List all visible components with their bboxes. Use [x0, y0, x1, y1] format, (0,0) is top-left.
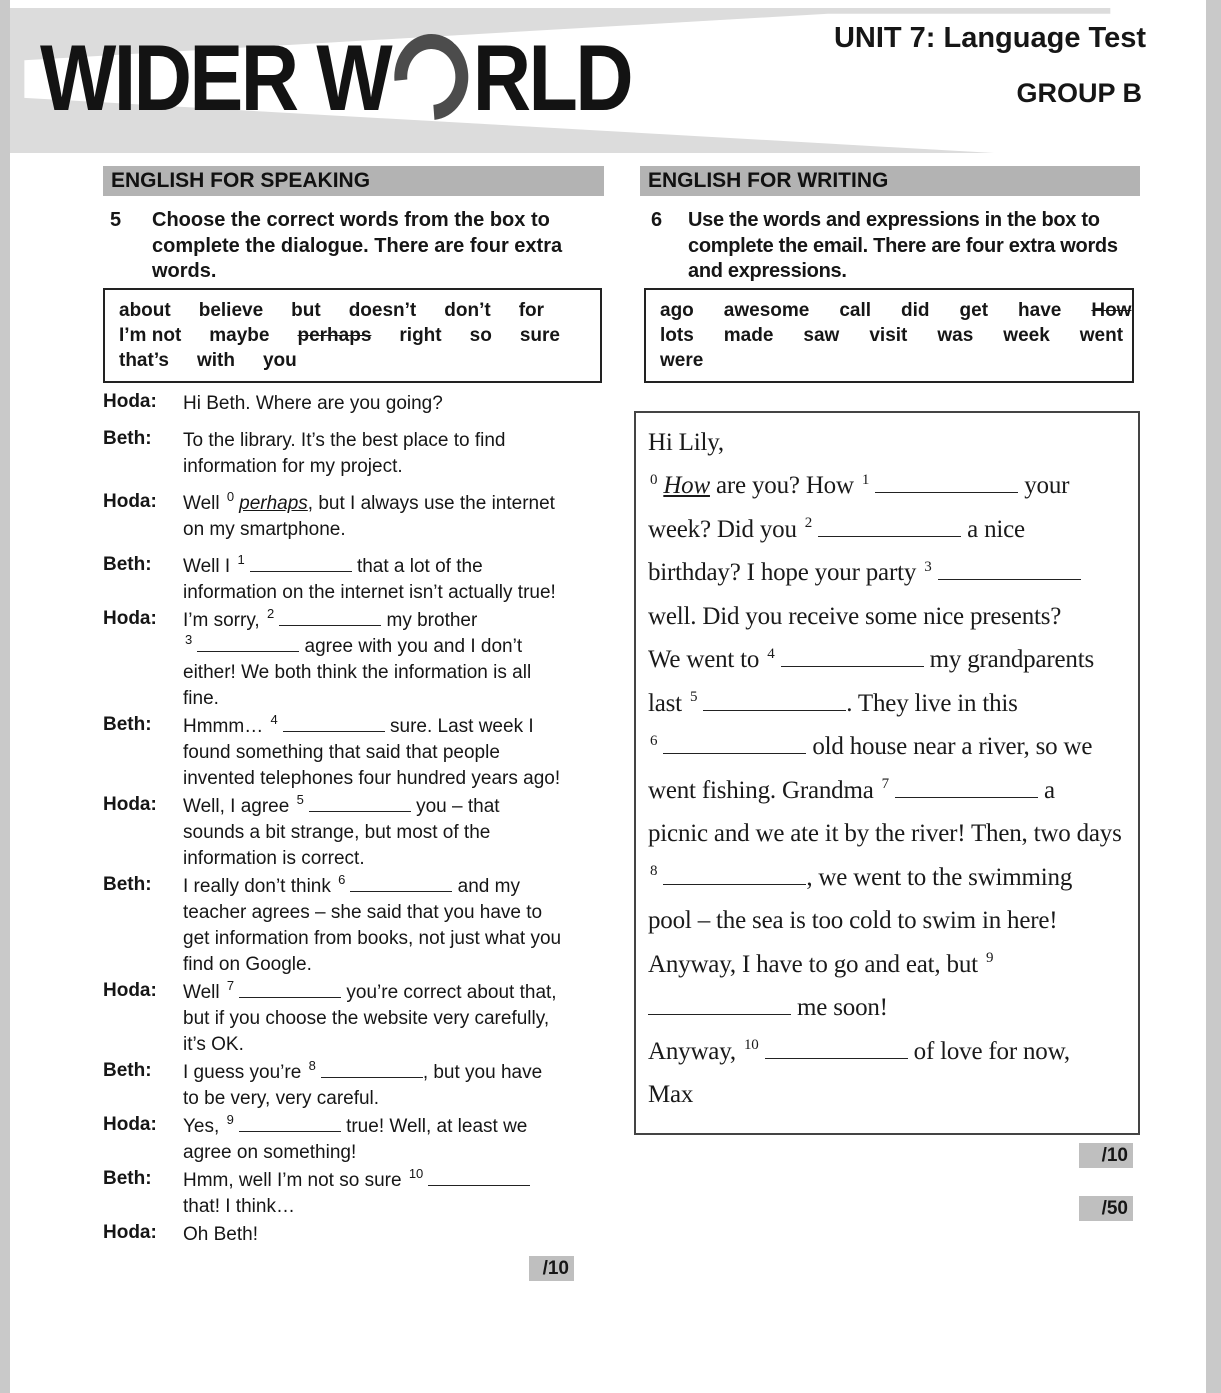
email-line: went fishing. Grandma $^7$ a [648, 776, 1055, 804]
dialogue-row [103, 1060, 604, 1112]
gap-number: 4 [767, 645, 775, 662]
gap-number: 6 [338, 872, 346, 888]
email-line: $^8$ , we went to the swimming [650, 863, 1073, 891]
word-box-line [119, 348, 586, 373]
gap-number: 7 [881, 776, 889, 793]
utterance [183, 980, 604, 1058]
group-label: GROUP B [1016, 78, 1142, 108]
email-line: well. Did you receive some nice presents? [648, 602, 1062, 630]
utterance-line: Oh Beth! [183, 1223, 258, 1245]
email-line: last $^5$ . They live in this [648, 689, 1018, 717]
word-box-line [119, 323, 586, 348]
total-score-row [634, 1196, 1140, 1221]
email-line: Anyway, $^{10}$ of love for now, [648, 1037, 1070, 1065]
utterance [183, 1114, 604, 1166]
email-line: We went to $^4$ my grandparents [648, 645, 1094, 673]
speaker-label: Hoda: [103, 390, 157, 412]
utterance-line: that! I think… [183, 1195, 295, 1217]
email-line: birthday? I hope your party $^3$ [648, 551, 1126, 595]
speaker-label: Beth: [103, 713, 152, 735]
gap-number: 10 [408, 1166, 424, 1182]
gap-number: 6 [650, 732, 658, 749]
utterance-line: To the library. It’s the best place to find [183, 429, 506, 451]
gap-number: 8 [308, 1058, 316, 1074]
email-line: Max [648, 1081, 694, 1108]
email-line: picnic and we ate it by the river! Then, two days [648, 820, 1122, 847]
logo-o-icon [379, 16, 483, 137]
answer-blank[interactable] [663, 862, 806, 884]
speaker-label: Beth: [103, 553, 152, 575]
word-option: maybe [209, 324, 270, 346]
gap-number: 10 [743, 1037, 759, 1054]
utterance-line: Hi Beth. Where are you going? [183, 392, 443, 414]
word-option: lots [660, 324, 694, 346]
speaking-score-row [103, 1256, 604, 1281]
utterance-line: I really don’t think $^6$ and my [183, 872, 520, 897]
word-option: were [660, 349, 704, 371]
utterance-line: $^3$ agree with you and I don’t [185, 632, 523, 657]
answer-blank[interactable] [648, 993, 791, 1015]
utterance [183, 794, 604, 872]
gap-number: 7 [226, 978, 235, 994]
gap-number: 5 [689, 689, 698, 706]
word-box-line [119, 298, 586, 323]
email-line: pool – the sea is too cold to swim in here! [648, 907, 1058, 934]
email-line: Anyway, I have to go and eat, but $^9$ [648, 950, 994, 978]
speaker-label: Hoda: [103, 1113, 157, 1135]
total-score-box: /50 [1079, 1196, 1133, 1221]
unit-title: UNIT 7: Language Test [833, 22, 1146, 54]
answer-blank[interactable] [250, 554, 352, 571]
dialogue [103, 391, 604, 1248]
answer-blank[interactable] [703, 688, 846, 710]
speaker-label: Hoda: [103, 979, 157, 1001]
dialogue-row [103, 874, 604, 978]
utterance-line: it’s OK. [183, 1033, 244, 1055]
answer-blank[interactable] [875, 471, 1018, 493]
instruction-text: Choose the correct words from the box to complete the dialogue. There are four extra words. [152, 209, 563, 282]
answer-blank[interactable] [350, 874, 452, 891]
answer-blank[interactable] [309, 794, 411, 811]
word-option: saw [803, 324, 840, 346]
utterance-line: sounds a bit strange, but most of the [183, 821, 491, 843]
utterance-line: I’m sorry, $^2$ my brother [183, 606, 478, 631]
word-option: sure [519, 324, 560, 346]
gap-number: 2 [266, 606, 275, 622]
instruction-text: Use the words and expressions in the box to complete the email. There are four extra words and expressions. [688, 209, 1118, 282]
utterance [183, 428, 604, 480]
speaking-instruction [103, 208, 604, 285]
speaker-label: Beth: [103, 1059, 152, 1081]
exercise-number: 5 [110, 209, 122, 231]
word-option: so [469, 324, 492, 346]
utterance-line: either! We both think the information is all [183, 661, 532, 683]
word-option: I’m not [119, 324, 182, 346]
word-option: went [1079, 324, 1124, 346]
word-option: for [518, 299, 545, 321]
speaker-label: Beth: [103, 1167, 152, 1189]
answer-blank[interactable] [781, 645, 924, 667]
speaking-score-box: /10 [529, 1256, 574, 1281]
email-line: me soon! [648, 986, 1126, 1030]
word-option: week [1003, 324, 1050, 346]
dialogue-row [103, 1168, 604, 1220]
utterance [183, 391, 604, 417]
speaker-label: Hoda: [103, 793, 157, 815]
utterance-line: on my smartphone. [183, 518, 346, 540]
gap-number: 4 [270, 712, 278, 728]
utterance [183, 491, 604, 543]
speaking-section-bar [103, 166, 604, 196]
word-option: about [119, 299, 171, 321]
utterance-line: invented telephones four hundred years ago! [183, 767, 561, 789]
gap-number: 1 [237, 552, 245, 568]
utterance [183, 554, 604, 606]
word-option: have [1018, 299, 1062, 321]
utterance-line: Hmm, well I’m not so sure $^{10}$ [183, 1168, 604, 1194]
gap-number: 9 [985, 950, 994, 967]
answer-blank[interactable] [321, 1060, 423, 1077]
word-option: call [839, 299, 872, 321]
gap-number: 3 [185, 632, 193, 648]
word-option: was [937, 324, 974, 346]
answer-blank[interactable] [239, 1114, 341, 1131]
answer-blank[interactable] [938, 558, 1081, 580]
writing-section-title: ENGLISH FOR WRITING [648, 169, 889, 192]
speaker-label: Beth: [103, 427, 152, 449]
gap-number: 1 [861, 471, 870, 488]
dialogue-row [103, 491, 604, 543]
utterance-line: information is correct. [183, 847, 365, 869]
word-box-line [660, 348, 1118, 373]
logo-text-pre: WIDER W [40, 25, 391, 130]
word-option: get [959, 299, 989, 321]
gap-number: 3 [924, 558, 932, 575]
utterance-line: I guess you’re $^8$ , but you have [183, 1058, 543, 1083]
utterance [183, 1060, 604, 1112]
speaker-label: Hoda: [103, 1221, 157, 1243]
speaker-label: Hoda: [103, 490, 157, 512]
email-box [634, 411, 1140, 1135]
logo-text-post: RLD [472, 25, 632, 130]
utterance-line: information on the internet isn’t actually true! [183, 581, 556, 603]
word-option: did [901, 299, 930, 321]
writing-word-box [644, 288, 1134, 383]
answer-blank[interactable] [197, 634, 299, 651]
utterance-line: Well $^0$ perhaps, but I always use the internet [183, 489, 555, 514]
dialogue-row [103, 391, 604, 417]
email-line: week? Did you $^2$ a nice [648, 515, 1025, 543]
gap-number: 2 [804, 515, 813, 532]
utterance [183, 874, 604, 978]
writing-score-box: /10 [1079, 1143, 1133, 1168]
page-edge-right [1206, 0, 1221, 1393]
answer-blank[interactable] [279, 608, 381, 625]
dialogue-row [103, 608, 604, 712]
word-option: made [723, 324, 774, 346]
gap-number: 0 [226, 489, 235, 505]
utterance [183, 1222, 604, 1248]
email-line: Hi Lily, [648, 428, 724, 456]
email-line: $^6$ old house near a river, so we [650, 732, 1093, 760]
answer-blank[interactable] [283, 714, 385, 731]
utterance-line: teacher agrees – she said that you have to [183, 901, 543, 923]
dialogue-row [103, 980, 604, 1058]
utterance-line: Hmmm… $^4$ sure. Last week I [183, 712, 534, 737]
utterance [183, 714, 604, 792]
answer-blank[interactable] [895, 775, 1038, 797]
dialogue-row [103, 794, 604, 872]
word-box-line [660, 298, 1132, 323]
speaking-section [103, 166, 604, 1281]
utterance-line: found something that said that people [183, 741, 500, 763]
utterance [183, 608, 604, 712]
page-edge-left [0, 0, 10, 1393]
speaker-label: Beth: [103, 873, 152, 895]
dialogue-row [103, 554, 604, 606]
utterance-line: Well, I agree $^5$ you – that [183, 792, 500, 817]
dialogue-row [103, 1222, 604, 1248]
answer-blank[interactable] [663, 732, 806, 754]
utterance-line: Well I $^1$ that a lot of the [183, 552, 483, 577]
utterance-line: Well $^7$ you’re correct about that, [183, 978, 557, 1003]
word-option-used: perhaps [297, 324, 372, 346]
utterance-line: fine. [183, 687, 219, 709]
word-option: but [291, 299, 321, 321]
example-answer: How [663, 472, 710, 499]
exercise-number: 6 [651, 209, 663, 231]
answer-blank[interactable] [239, 980, 341, 997]
example-answer: perhaps [239, 492, 308, 514]
header-band [10, 8, 1206, 153]
word-option: with [196, 349, 235, 371]
word-option: ago [660, 299, 694, 321]
utterance-line: to be very, very careful. [183, 1087, 380, 1109]
utterance [183, 1168, 604, 1220]
utterance-line: get information from books, not just what you [183, 927, 562, 949]
dialogue-row [103, 1114, 604, 1166]
utterance-line: but if you choose the website very carefully, [183, 1007, 550, 1029]
word-option: doesn’t [348, 299, 417, 321]
utterance-line: agree on something! [183, 1141, 357, 1163]
word-option: you [262, 349, 297, 371]
answer-blank[interactable] [765, 1036, 908, 1058]
word-box-line [660, 323, 1124, 348]
utterance-line: Yes, $^9$ true! Well, at least we [183, 1112, 528, 1137]
writing-instruction [634, 208, 1140, 285]
answer-blank[interactable] [428, 1168, 530, 1185]
utterance-line: information for my project. [183, 455, 403, 477]
utterance-line: find on Google. [183, 953, 312, 975]
speaking-section-title: ENGLISH FOR SPEAKING [111, 169, 371, 192]
speaker-label: Hoda: [103, 607, 157, 629]
speaking-word-box [103, 288, 602, 383]
word-option: don’t [444, 299, 491, 321]
gap-number: 5 [296, 792, 304, 808]
email-line: $^0$ How are you? How $^1$ your [650, 471, 1070, 499]
word-option: right [399, 324, 442, 346]
writing-score-row [634, 1143, 1140, 1168]
answer-blank[interactable] [818, 514, 961, 536]
gap-number: 0 [650, 471, 658, 488]
gap-number: 8 [650, 863, 658, 880]
writing-section-bar [640, 166, 1140, 196]
word-option: that’s [119, 349, 169, 371]
word-option-used: How [1091, 299, 1132, 321]
word-option: believe [198, 299, 264, 321]
dialogue-row [103, 714, 604, 792]
wider-world-logo [40, 25, 632, 130]
dialogue-row [103, 428, 604, 480]
word-option: awesome [723, 299, 810, 321]
word-option: visit [869, 324, 908, 346]
writing-section [634, 166, 1140, 1221]
gap-number: 9 [226, 1112, 234, 1128]
